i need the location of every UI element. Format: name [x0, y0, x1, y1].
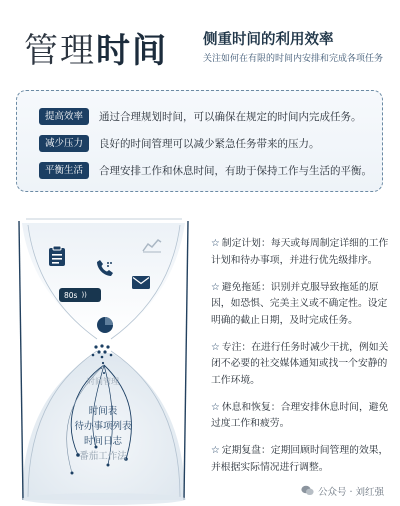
voice-message-duration: 80s	[64, 290, 78, 300]
benefit-text: 合理安排工作和休息时间，有助于保持工作与生活的平衡。	[99, 165, 372, 177]
tip-item	[211, 443, 389, 476]
voice-message-pill	[59, 288, 101, 302]
benefit-tag: 减少压力	[39, 135, 89, 152]
hourglass-label: 待办事项列表	[74, 421, 132, 432]
page-title-part1: 管理	[24, 31, 96, 71]
page-title	[24, 20, 168, 71]
tip-body: 在进行任务时减少干扰，例如关闭不必要的社交媒体通知或找一个安静的工作环境。	[211, 341, 389, 386]
benefit-text: 良好的时间管理可以减少紧急任务带来的压力。	[99, 138, 320, 150]
hourglass-faded-label: 时间管理	[87, 377, 119, 386]
benefit-row	[39, 108, 362, 125]
wechat-icon	[301, 485, 314, 496]
clipboard-icon	[48, 245, 68, 267]
tip-item	[211, 236, 389, 269]
sound-wave-icon: ))	[81, 291, 87, 299]
tip-title: 定期复盘：	[221, 445, 271, 456]
benefit-tag: 平衡生活	[39, 162, 89, 179]
tip-item	[211, 400, 389, 433]
hourglass-label: 时间日志	[83, 436, 123, 447]
tip-title: 专注：	[221, 341, 252, 353]
tip-body: 识别并克服导致拖延的原因，如恐惧、完美主义或不确定性。设定明确的截止日期，及时完成任务。	[211, 281, 388, 326]
hourglass-label: 番茄工作法	[79, 451, 127, 462]
benefits-panel	[16, 90, 383, 192]
footer-label: 公众号 · 刘红强	[318, 487, 385, 498]
benefit-text: 通过合理规划时间，可以确保在规定的时间内完成任务。	[99, 111, 362, 123]
benefit-row	[39, 135, 320, 152]
tip-title: 休息和恢复：	[221, 401, 281, 413]
benefit-tag: 提高效率	[39, 108, 89, 125]
star-icon: ☆	[211, 341, 220, 353]
hourglass-illustration	[0, 215, 205, 506]
hourglass-label: 时间表	[88, 406, 118, 417]
page-title-part2: 时间	[96, 31, 168, 71]
tip-item	[211, 280, 389, 330]
star-icon: ☆	[211, 238, 220, 249]
benefit-row	[39, 162, 372, 179]
tip-title: 制定计划：	[221, 238, 271, 249]
tip-body: 定期回顾时间管理的效果，并根据实际情况进行调整。	[211, 445, 389, 473]
footer-attribution	[301, 484, 384, 498]
chart-icon	[142, 237, 162, 253]
mail-icon	[132, 276, 150, 290]
star-icon: ☆	[211, 445, 220, 456]
pie-chart-icon	[96, 316, 114, 334]
page-subtitle: 侧重时间的利用效率	[203, 32, 334, 48]
tips-list	[211, 236, 389, 487]
page-tagline: 关注如何在有限的时间内安排和完成各项任务	[203, 54, 384, 64]
star-icon: ☆	[211, 401, 220, 413]
star-icon: ☆	[211, 281, 220, 293]
tip-body: 合理安排休息时间，避免过度工作和疲劳。	[211, 401, 389, 429]
tip-item	[211, 340, 389, 390]
phone-icon	[96, 259, 116, 279]
tip-body: 每天或每周制定详细的工作计划和待办事项，并进行优先级排序。	[211, 238, 389, 266]
tip-title: 避免拖延：	[221, 281, 271, 293]
